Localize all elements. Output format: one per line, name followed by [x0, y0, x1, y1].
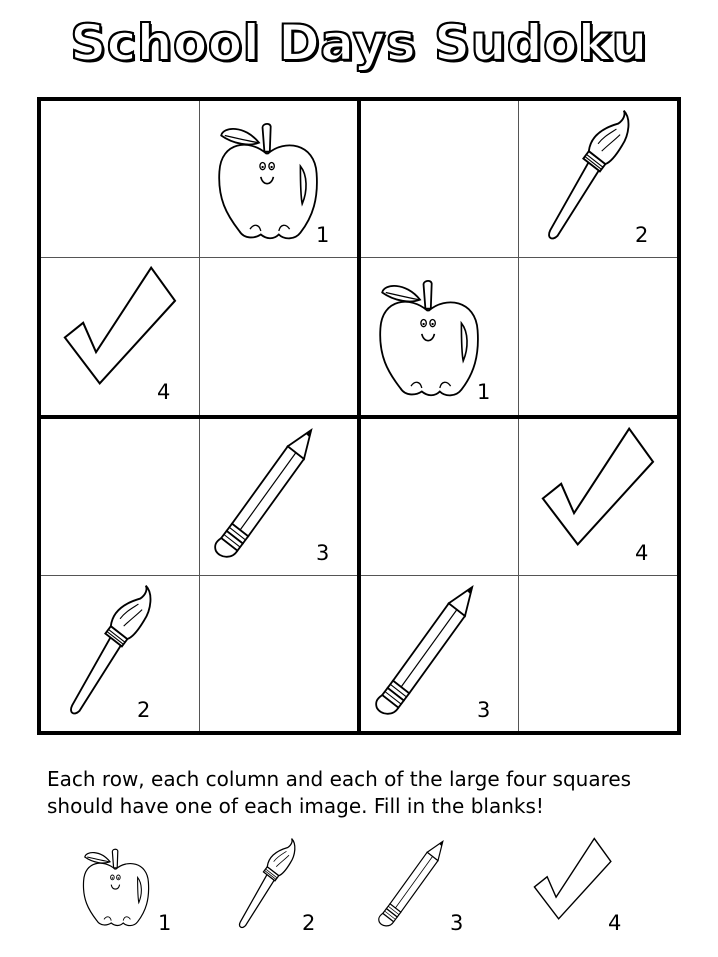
- apple-icon: [80, 836, 152, 932]
- page-title: School Days Sudoku: [70, 14, 648, 72]
- sudoku-cell-blank[interactable]: [41, 419, 200, 576]
- sudoku-board: [37, 97, 681, 735]
- cell-number: 4: [635, 541, 649, 565]
- paintbrush-icon: [533, 107, 641, 245]
- cell-number: 2: [137, 698, 151, 722]
- sudoku-cell-blank[interactable]: [41, 101, 200, 258]
- instructions: [47, 766, 687, 820]
- checkmark-icon: [537, 425, 657, 549]
- sudoku-cell-filled: [200, 101, 359, 258]
- sudoku-cell-filled: [41, 576, 200, 733]
- instructions-line-2: should have one of each image. Fill in the blanks!: [47, 794, 544, 818]
- legend-number: 4: [608, 911, 622, 935]
- cell-number: 3: [316, 541, 330, 565]
- sudoku-cell-filled: [361, 576, 520, 733]
- pencil-icon: [378, 836, 450, 932]
- legend-number: 3: [450, 911, 464, 935]
- sudoku-cell-filled: [519, 101, 678, 258]
- apple-icon: [375, 264, 483, 402]
- sudoku-cell-blank[interactable]: [519, 576, 678, 733]
- cell-number: 1: [316, 223, 330, 247]
- checkmark-icon: [530, 836, 614, 922]
- legend-item: [80, 836, 180, 941]
- legend-item: [230, 836, 330, 941]
- cell-number: 1: [477, 380, 491, 404]
- pencil-icon: [214, 425, 322, 563]
- sudoku-cell-filled: [41, 258, 200, 415]
- legend-item: [378, 836, 478, 941]
- sudoku-cell-blank[interactable]: [361, 419, 520, 576]
- sudoku-cell-blank[interactable]: [200, 258, 359, 415]
- cell-number: 3: [477, 698, 491, 722]
- apple-icon: [214, 107, 322, 245]
- paintbrush-icon: [230, 836, 302, 932]
- pencil-icon: [375, 582, 483, 720]
- checkmark-icon: [59, 264, 179, 388]
- legend-number: 1: [158, 911, 172, 935]
- cell-number: 4: [157, 380, 171, 404]
- sudoku-cell-filled: [361, 258, 520, 415]
- sudoku-cell-filled: [200, 419, 359, 576]
- instructions-line-1: Each row, each column and each of the large four squares: [47, 767, 632, 791]
- legend-number: 2: [302, 911, 316, 935]
- sudoku-cell-blank[interactable]: [200, 576, 359, 733]
- sudoku-cell-blank[interactable]: [519, 258, 678, 415]
- legend-item: [530, 836, 630, 941]
- sudoku-cell-blank[interactable]: [361, 101, 520, 258]
- sudoku-cell-filled: [519, 419, 678, 576]
- cell-number: 2: [635, 223, 649, 247]
